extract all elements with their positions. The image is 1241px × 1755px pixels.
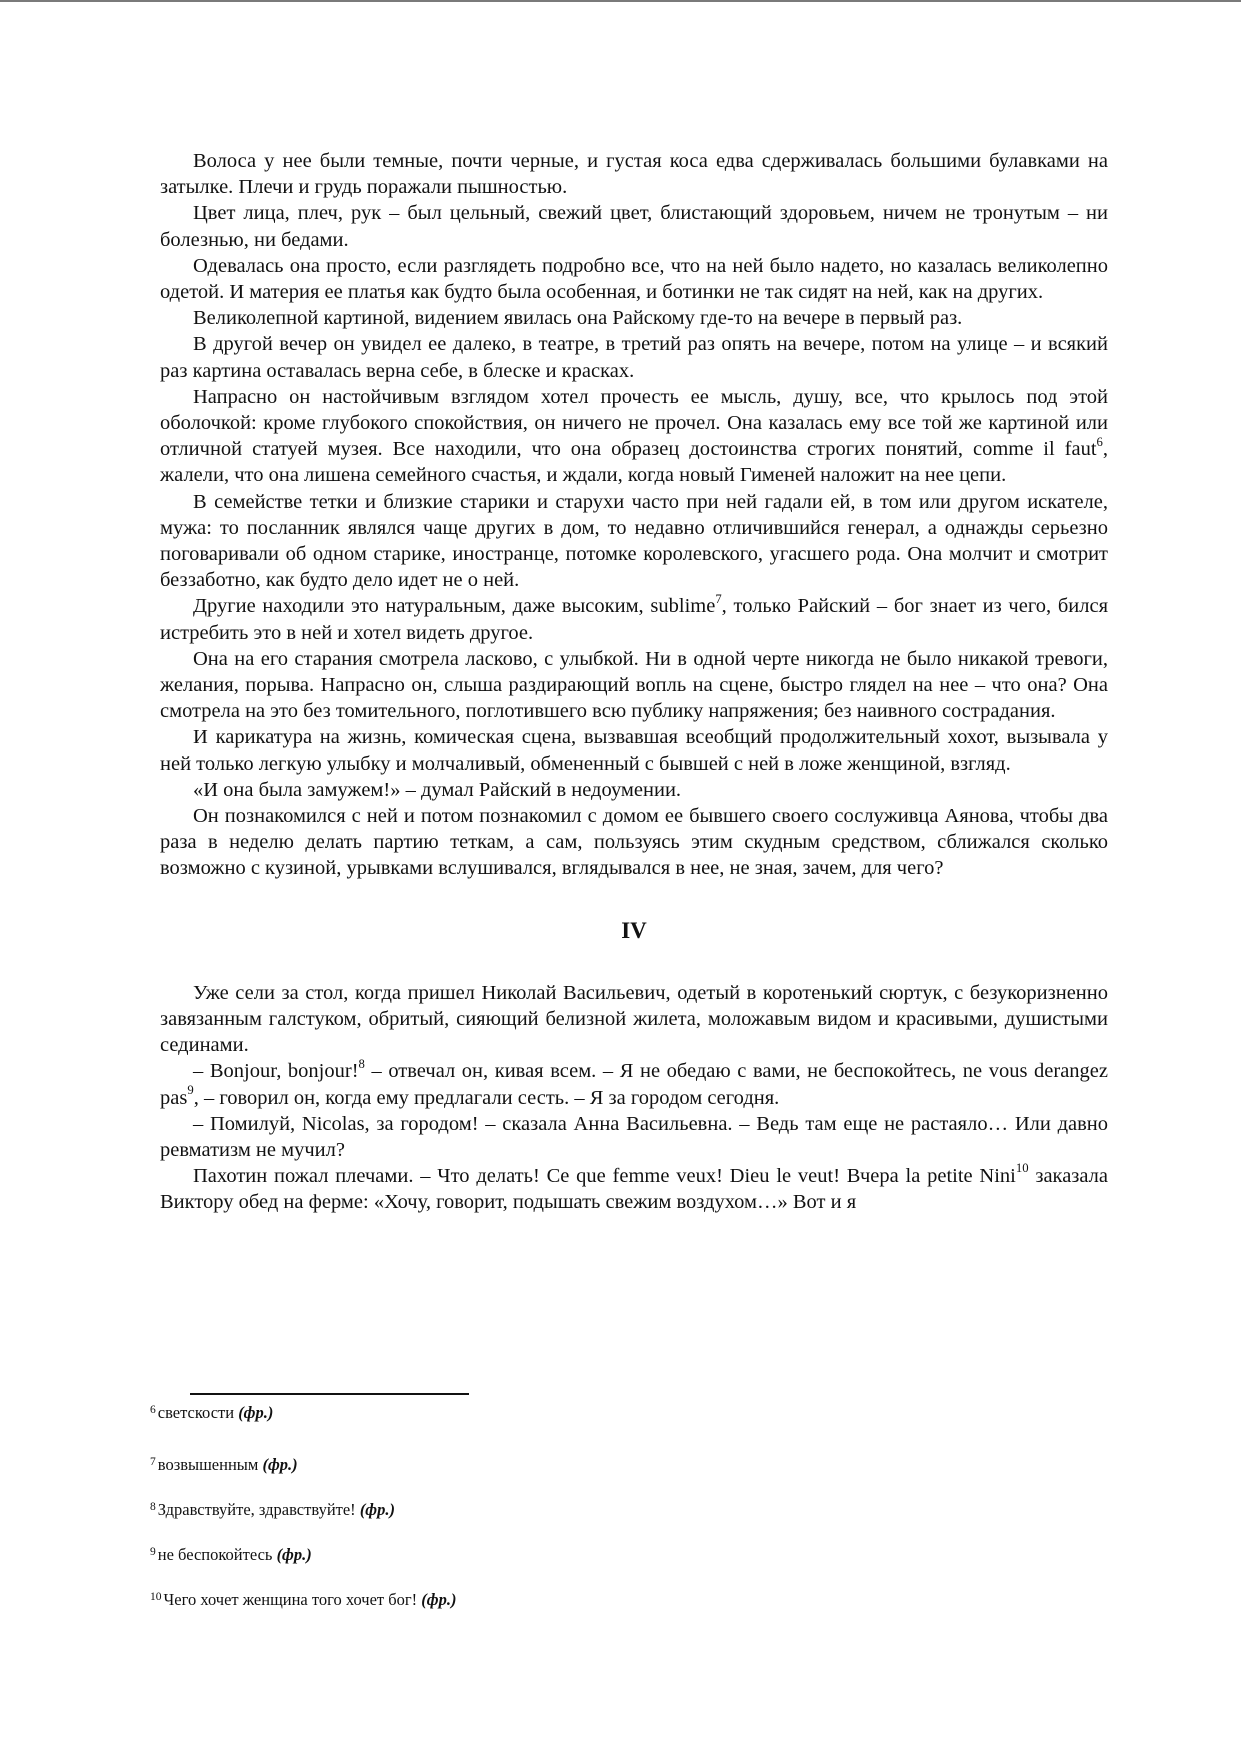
footnote-item (150, 1400, 850, 1445)
paragraph: – Помилуй, Nicolas, за городом! – сказала Анна Васильевна. – Ведь там еще не растаяло… Или давно ревматизм не мучил? (160, 1112, 1108, 1161)
text-block-after (160, 980, 1108, 1216)
footnote-number: 8 (150, 1500, 156, 1513)
footnote-text: Здравствуйте, здравствуйте! (157, 1500, 356, 1519)
paragraph: И карикатура на жизнь, комическая сцена, вызвавшая всеобщий продолжительный хохот, вызывала у ней только легкую улыбку и молчаливый, обмененный с бывшей с ней в ложе женщиной, взгляд. (160, 726, 1108, 775)
paragraph-text: Напрасно он настойчивым взглядом хотел прочесть ее мысль, душу, все, что крылось под этой оболочкой: кроме глубокого спокойствия, он ничего не прочел. Она казалась ему все той же картиной или отличной статуей музея. Все находили, что она образец достоинства строгих понятий, comme il faut (160, 385, 1108, 461)
footnote-language: (фр.) (276, 1545, 312, 1564)
footnote-language: (фр.) (359, 1500, 395, 1519)
footnote-ref: 7 (715, 591, 722, 606)
paragraph: «И она была замужем!» – думал Райский в недоумении. (193, 778, 682, 801)
paragraph: В семействе тетки и близкие старики и старухи часто при ней гадали ей, в том или другом искателе, мужа: то посланник являлся чаще других в дом, то недавно отличившийся генерал, а однажды серьезно поговаривали об одном старике, иностранце, потомке королевского, угасшего рода. Она молчит и смотрит беззаботно, как будто дело идет не о ней. (160, 490, 1108, 592)
footnote-item (150, 1580, 850, 1625)
footnote-text: не беспокойтесь (157, 1545, 273, 1564)
footnote-language: (фр.) (238, 1403, 274, 1422)
paragraph (160, 384, 1108, 489)
chapter-heading: IV (621, 917, 647, 943)
footnote-number: 6 (150, 1403, 156, 1416)
footnote-item (150, 1535, 850, 1580)
footnote-item (150, 1490, 850, 1535)
text-block-before (160, 148, 1108, 882)
page-top-border (0, 0, 1241, 2)
paragraph: Уже сели за стол, когда пришел Николай Васильевич, одетый в коротенький сюртук, с безукоризненно завязанным галстуком, обритый, сияющий белизной жилета, моложавым видом и красивыми, душистыми сединами. (160, 981, 1108, 1057)
paragraph (160, 593, 1108, 645)
footnote-ref: 8 (358, 1056, 365, 1071)
footnote-ref: 10 (1015, 1161, 1029, 1176)
footnote-number: 9 (150, 1545, 156, 1558)
paragraph-text: , только Райский – бог знает из чего, бился истребить это в ней и хотел видеть другое. (160, 595, 1109, 644)
footnote-text: светскости (157, 1403, 235, 1422)
paragraph (160, 1058, 1108, 1110)
footnote-item (150, 1445, 850, 1490)
footnote-language: (фр.) (421, 1590, 457, 1609)
footnote-ref: 6 (1096, 434, 1103, 449)
page-body (160, 148, 1108, 1216)
paragraph-text: Другие находили это натуральным, даже высоким, sublime (193, 595, 716, 618)
paragraph: Он познакомился с ней и потом познакомил с домом ее бывшего своего сослуживца Аянова, чтобы два раза в неделю делать партию теткам, а сам, пользуясь этим скудным средством, сближался сколько возможно с кузиной, урывками вслушивался, вглядывался в нее, не зная, зачем, для чего? (160, 805, 1108, 880)
paragraph: Она на его старания смотрела ласково, с улыбкой. Ни в одной черте никогда не было никакой тревоги, желания, порыва. Напрасно он, слыша раздирающий вопль на сцене, быстро глядел на нее – что она? Она смотрела на это без томительного, поглотившего всю публику напряжения; без наивного сострадания. (160, 647, 1108, 723)
footnote-ref: 9 (187, 1082, 194, 1097)
paragraph-text: , жалели, что она лишена семейного счастья, и ждали, когда новый Гименей наложит на нее цепи. (160, 438, 1108, 487)
footnote-number: 10 (150, 1590, 162, 1603)
paragraph: В другой вечер он увидел ее далеко, в театре, в третий раз опять на вечере, потом на улице – и всякий раз картина оставалась верна себе, в блеске и красках. (160, 333, 1108, 382)
footnote-text: Чего хочет женщина того хочет бог! (163, 1590, 418, 1609)
paragraph-text: заказала Виктору обед на ферме: «Хочу, говорит, подышать свежим воздухом…» Вот и я (160, 1165, 1108, 1214)
footnote-text: возвышенным (157, 1455, 259, 1474)
paragraph-text: Пахотин пожал плечами. – Что делать! Ce que femme veux! Dieu le veut! Вчера la petite Nini (193, 1165, 1016, 1188)
paragraph: Одевалась она просто, если разглядеть подробно все, что на ней было надето, но казалась великолепно одетой. И материя ее платья как будто была особенная, и ботинки не так сидят на ней, как на других. (160, 254, 1108, 304)
paragraph-text: – отвечал он, кивая всем. – Я не обедаю с вами, не беспокойтесь, ne vous derangez pas (160, 1060, 1108, 1109)
paragraph: Великолепной картиной, видением явилась она Райскому где-то на вечере в первый раз. (193, 307, 963, 330)
paragraph-text: , – говорил он, когда ему предлагали сесть. – Я за городом сегодня. (193, 1086, 780, 1109)
footnotes (150, 1400, 850, 1625)
paragraph: Цвет лица, плеч, рук – был цельный, свежий цвет, блистающий здоровьем, ничем не тронутым – ни болезнью, ни бедами. (160, 202, 1108, 251)
footnote-language: (фр.) (262, 1455, 298, 1474)
paragraph (160, 1163, 1108, 1215)
footnote-separator (190, 1393, 469, 1395)
paragraph-text: – Bonjour, bonjour! (193, 1060, 359, 1083)
footnote-number: 7 (150, 1455, 156, 1468)
paragraph: Волоса у нее были темные, почти черные, и густая коса едва сдерживалась большими булавками на затылке. Плечи и грудь поражали пышностью. (160, 150, 1108, 199)
